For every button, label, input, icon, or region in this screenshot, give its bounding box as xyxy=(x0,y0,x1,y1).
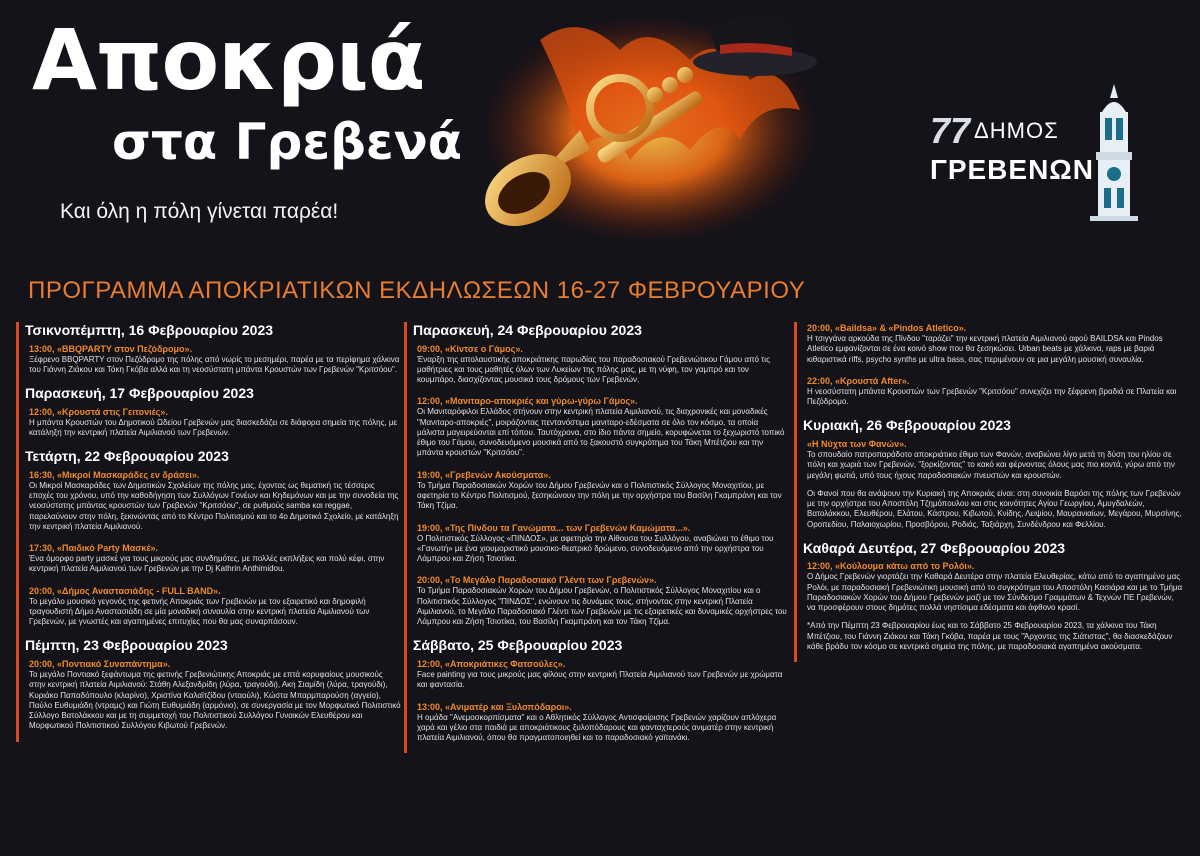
event-item xyxy=(407,395,787,458)
logo-line2: ΓΡΕΒΕΝΩΝ xyxy=(930,154,1094,185)
event-description: Face painting για τους μικρούς μας φίλους στην κεντρική Πλατεία Αιμιλιανού των Γρεβενών με χρώματα και φαντασία. xyxy=(417,670,783,690)
event-item xyxy=(407,343,787,386)
day-heading: Πέμπτη, 23 Φεβρουαρίου 2023 xyxy=(25,637,228,654)
event-item xyxy=(407,469,787,512)
event-item xyxy=(797,560,1183,652)
event-title: 19:00, «Της Πίνδου τα Γανώματα... των Γρεβενών Καμώματα...». xyxy=(417,522,691,533)
program-title: ΠΡΟΓΡΑΜΜΑ ΑΠΟΚΡΙΑΤΙΚΩΝ ΕΚΔΗΛΩΣΕΩΝ 16-27 ΦΕΒΡΟΥΑΡΙΟΥ xyxy=(28,277,806,304)
event-description: Το μεγάλο μουσικό γεγονός της φετινής Αποκριάς των Γρεβενών με τον εξαιρετικό και δημοφιλή τραγουδιστή Δήμο Αναστασιάδη σε μία μοναδική συναυλία στην κεντρική πλατεία Αιμιλιανού των Γρεβενών, με γνωστές και αγαπημένες επιτυχίες που θα μας συναρπάσουν. xyxy=(29,596,370,627)
event-description: Η μπάντα Κρουστών του Δημοτικού Ωδείου Γρεβενών μας διασκεδάζει σε διάφορα σημεία της πόλης, με κατάληξη την κεντρική πλατεία Αιμιλιανού των Γρεβενών. xyxy=(29,417,398,437)
event-description: Το Τμήμα Παραδοσιακών Χορών του Δήμου Γρεβενών, ο Πολιτιστικός Σύλλογος Μοναχιτίου και ο Πολιτιστικός Σύλλογος "ΠΙΝΔΟΣ", ενώνουν τις δυνάμεις τους, στήνοντας στην κεντρική Πλατεία Αιμιλιανού, το Μεγάλο Παραδοσιακό Γλέντι των Γρεβενών με τις εξαιρετικές και δυναμικές ορχήστρες του Λάμπρου και Ζήση Τσιοτίκα, του Βασίλη Γκαμπράνη και τον Τάκη Τζίμα. xyxy=(417,586,787,627)
dimos-grevenon-logo-icon: 77 xyxy=(930,110,971,151)
event-item xyxy=(797,322,1183,365)
day-heading: Τσικνοπέμπτη, 16 Φεβρουαρίου 2023 xyxy=(25,322,274,338)
event-title: 20:00, «Ποντιακό Συναπάντημα». xyxy=(29,658,171,669)
event-title: 12:00, «Αποκριάτικες Φατσούλες». xyxy=(417,658,566,669)
event-description: Οι Μανιταρόφιλοι Ελλάδος στήνουν στην κεντρική πλατεία Αιμιλιανού, τις διαχρονικές και μοναδικές "Μανιταρο-αποκριές", μοιράζοντας πεντανόστιμα μανιταρο-εδέσματα σε όλο τον κόσμο, τα οποία μάλιστα μαγειρεύονται επί τόπου. Ταυτόχρονα, στο ίδιο πάντα σημείο, κορυφώνεται το ξεχωριστό τοπικό έθιμο του Γάμου, συνοδευόμενο μουσικά από το ξακουστό συγκρότημα του Τάκη Μπέτζιου και την μπάντα κρουστών "Κριτσόου". xyxy=(417,407,785,458)
event-item xyxy=(19,658,401,732)
clock-tower-icon xyxy=(1080,82,1148,222)
event-item xyxy=(19,469,401,532)
event-title: 17:30, «Παιδικό Party Μασκέ». xyxy=(29,543,159,554)
event-title: 13:00, «BBQPARTY στον Πεζόδρομο». xyxy=(29,343,193,354)
event-item xyxy=(797,438,1183,530)
poster-subtitle: στα Γρεβενά xyxy=(112,113,463,171)
event-item xyxy=(407,522,787,565)
event-description: Οι Μικροί Μασκαράδες των Δημοτικών Σχολείων της πόλης μας, έχοντας ως θεματική τις τέσσερις εποχές του χρόνου, υπό την καθοδήγηση των Συλλόγων Γονέων και Κηδεμόνων και με την συνοδεία της νεοσύστατης μπάντας κρουστών των Γρεβενών "Κριτσόου", σε ρυθμούς samba και reggae, παρελαύνουν στην πόλη, ξεκινώντας από το Κέντρο Πολιτισμού και το 4ο Δημοτικό Σχολείο, με κατάληξη την κεντρική πλατεία Αιμιλιανού. xyxy=(29,480,399,531)
event-description: Η τσιγγάνα αρκούδα της Πίνδου "ταράζει" την κεντρική πλατεία Αιμιλιανού αφού BAILDSA και Pindos Atletico εμφανίζονται σε ένα κοινό show που θα ξεσηκώσει. Urban beats με χάλκινα, raps με βαριά κιθαριστικά riffs, psycho synths με ultra bass, σας περιμένουν σε μια μεγάλη μουσική συναυλία. xyxy=(807,334,1163,364)
event-item xyxy=(19,585,401,628)
event-item xyxy=(407,701,787,744)
poster-title: Αποκριά xyxy=(32,11,425,109)
event-title: 12:00, «Κούλουμα κάτω από το Ρολόι». xyxy=(807,561,975,572)
trumpet-hat-fire-icon xyxy=(420,0,840,255)
day-heading: Παρασκευή, 24 Φεβρουαρίου 2023 xyxy=(413,322,642,338)
event-item xyxy=(19,542,401,575)
program-column-2 xyxy=(404,322,787,753)
program-column-3 xyxy=(794,322,1183,662)
logo-line1: ΔΗΜΟΣ xyxy=(974,118,1059,143)
event-title: 19:00, «Γρεβενών Ακούσματα». xyxy=(417,469,551,480)
event-description: Το Τμήμα Παραδοσιακών Χορών του Δήμου Γρεβενών και ο Πολιτιστικός Σύλλογος Μοναχιτίου, με αφετηρία το Κέντρο Πολιτισμού, ξεσηκώνουν την πόλη με την ορχήστρα του Βασίλη Γκαμπράνη και τον Τάκη Τζίμα. xyxy=(417,480,782,511)
event-item xyxy=(797,375,1183,408)
event-description: Ο Πολιτιστικός Σύλλογος «ΠΙΝΔΟΣ», με αφετηρία την Αίθουσα του Συλλόγου, αναβιώνει το έθιμο του «Γανωτή» με ένα χιουμοριστικό μουσικο-θεατρικό δρώμενο, συνοδευόμενο από την ορχήστρα του Λάμπρου και Ζήση Τσιοτίκα. xyxy=(417,533,774,564)
event-title: 12:00, «Κρουστά στις Γειτονιές». xyxy=(29,406,168,417)
event-description: Ξέφρενο BBQPARTY στον Πεζόδρομο της πόλης από νωρίς το μεσημέρι, παρέα με τα περίφημα χάλκινα του Γιάννη Ζιάκου και Τάκη Γκόβα αλλά και τη νεοσύστατη μπάντα Κρουστών των Γρεβενών "Κριτσόου". xyxy=(29,354,400,374)
event-description: Το μεγάλο Ποντιακό ξεφάντωμα της φετινής Γρεβενιώτικης Αποκριάς με επτά κορυφαίους μουσικούς στην κεντρική πλατεία Αιμιλιανού: Στάθη Αλεξανδρίδη (λύρα, τραγούδι), Ακη Σιαμίδη (λύρα, τραγούδι), Κυριάκο Παπαδόπουλο (κλαρίνο), Χριστίνα Καλαϊτζίδου (νταούλι), Κώστα Μπαρμπαρούση (αγγείο), Παύλο Ευθυμιάδη (ντραμς) και Γιώτη Ευθυμιάδη (αρμόνιο), σε συνεργασία με τον Μορφωτικό Πολιτιστικό Σύλλογο Βατολάκκου και με τη συμμετοχή του Πολιτιστικού Συλλόγου Γυναικών Ελευθέρου και Μορφωτικού Πολιτιστικού Συλλόγου Κιβωτού Γρεβενών. xyxy=(29,670,401,731)
day-heading: Τετάρτη, 22 Φεβρουαρίου 2023 xyxy=(25,448,229,465)
event-item xyxy=(19,406,401,439)
municipality-logo xyxy=(930,110,1094,186)
event-title: «Η Νύχτα των Φανών». xyxy=(807,438,907,449)
day-heading: Σάββατο, 25 Φεβρουαρίου 2023 xyxy=(413,637,623,654)
event-description: Οι Φανοί που θα ανάψουν την Κυριακή της Αποκριάς είναι: στη συνοικία Βαρόσι της πόλης των Γρεβενών με την ορχήστρα του Αποστόλη Τζημόπουλου και στις κοινότητες Αγίου Γεωργίου, Αμυγδαλεών, Βατολάκκου, Ελευθέρου, Ελάτου, Κάστρου, Κιβωτού, Κνίδης, Λειψίου, Μαυρανιαίων, Μεγάρου, Μυρσίνης, Οροπεδίου, Παλαιοχωρίου, Προσβόρου, Ροδιάς, Ταξιάρχη, Συνδένδρου και Φελλίου. xyxy=(807,488,1182,529)
day-heading: Κυριακή, 26 Φεβρουαρίου 2023 xyxy=(803,417,1011,434)
event-item xyxy=(19,343,401,376)
event-title: 12:00, «Μανιταρο-αποκριές και γύρω-γύρω Γάμος». xyxy=(417,396,638,407)
event-title: 20:00, «Baildsa» & «Pindos Atletico». xyxy=(807,323,967,333)
event-description: Ο Δήμος Γρεβενών γιορτάζει την Καθαρά Δευτέρα στην πλατεία Ελευθερίας, κάτω από το αγαπημένο μας Ρολόι, με παραδοσιακή Γρεβενιώτικη μουσική από το συγκρότημα του Αποστόλη Κασιάρα και με το Τμήμα Παραδοσιακών Χορών του Δήμου Γρεβενών μαζί με τον Σύνδεσμο Γραμμάτων & Τεχνών ΠΕ Γρεβενών, να προσφέρουν στους δημότες πολλά νηστίσιμα εδέσματα και άφθονο κρασί. xyxy=(807,572,1183,613)
day-heading: Καθαρά Δευτέρα, 27 Φεβρουαρίου 2023 xyxy=(803,539,1066,556)
event-description: Το σπουδαίο πατροπαράδοτο αποκριάτικο έθιμο των Φανών, αναβιώνει λίγο μετά τη δύση του ηλίου σε πόλη και χωριά των Γρεβενών, "ξορκίζοντας" το κακό και φέρνοντας όλους μας πιο κοντά, γύρω από την μεγάλη φωτιά, υπό τους ήχους παραδοσιακών πνευστών και κρουστών. xyxy=(807,450,1175,480)
event-title: 20:00, «Δήμος Αναστασιάδης - FULL BAND». xyxy=(29,585,221,596)
event-title: 09:00, «Κίντσε ο Γάμος». xyxy=(417,343,523,354)
event-description: Η ομάδα "Ανεμοσκορπίσματα" και ο Αθλητικός Σύλλογος Αντισφαίρισης Γρεβενών χαρίζουν απλόχερα χαρά και γέλιο στα παιδιά με αποκριάτικους ξυλοπόδαρους και φανταχτερούς ανιματέρ στην κεντρική πλατεία Αιμιλιανού, όπου θα πραγματοποιηθεί και το παραδοσιακό γαϊτανάκι. xyxy=(417,712,777,743)
event-title: 20:00, «Το Μεγάλο Παραδοσιακό Γλέντι των Γρεβενών». xyxy=(417,575,657,586)
event-description: Ένα όμορφο party μασκέ για τους μικρούς μας συνδημότες, με πολλές εκπλήξεις και πολύ κέφι, στην κεντρική πλατεία Αιμιλιανού των Γρεβενών με την Dj Kathrin Anthimidou. xyxy=(29,554,385,574)
event-item xyxy=(407,574,787,627)
program-column-1 xyxy=(16,322,401,742)
event-title: 16:30, «Μικροί Μασκαράδες εν δράσει». xyxy=(29,469,200,480)
event-item xyxy=(407,658,787,691)
event-title: 13:00, «Ανιματέρ και Ξυλοπόδαροι». xyxy=(417,701,572,712)
tagline: Και όλη η πόλη γίνεται παρέα! xyxy=(60,200,339,223)
program-note: *Από την Πέμπτη 23 Φεβρουαρίου έως και το Σάββατο 25 Φεβρουαρίου 2023, τα χάλκινα του Τάκη Μπέτζιου, του Γιάννη Ζιάκου και Τάκη Γκόβα, παρέα με τους "Άρχοντες της Σιάτιστας", θα διασκεδάζουν κάθε βράδυ τον κόσμο σε κεντρικά σημεία της πόλης, με παραδοσιακά αγαπημένα ακούσματα. xyxy=(807,621,1173,651)
event-description: Η νεοσύστατη μπάντα Κρουστών των Γρεβενών "Κριτσόου" συνεχίζει την ξέφρενη βραδιά σε Πλατεία και Πεζόδρομο. xyxy=(807,386,1177,407)
event-title: 22:00, «Κρουστά After». xyxy=(807,375,910,386)
event-description: Έναρξη της απολαυστικής αποκριάτικης παρωδίας του παραδοσιακού Γρεβενιώτικου Γάμου από τις μαθήτριες και τους μαθητές όλων των Λυκείων της πόλης μας, με τη νύφη, τον γαμπρό και τον κουμπάρο, διασχίζοντας μουσικά τους δρόμους των Γρεβενών. xyxy=(417,354,770,385)
day-heading: Παρασκευή, 17 Φεβρουαρίου 2023 xyxy=(25,385,254,402)
